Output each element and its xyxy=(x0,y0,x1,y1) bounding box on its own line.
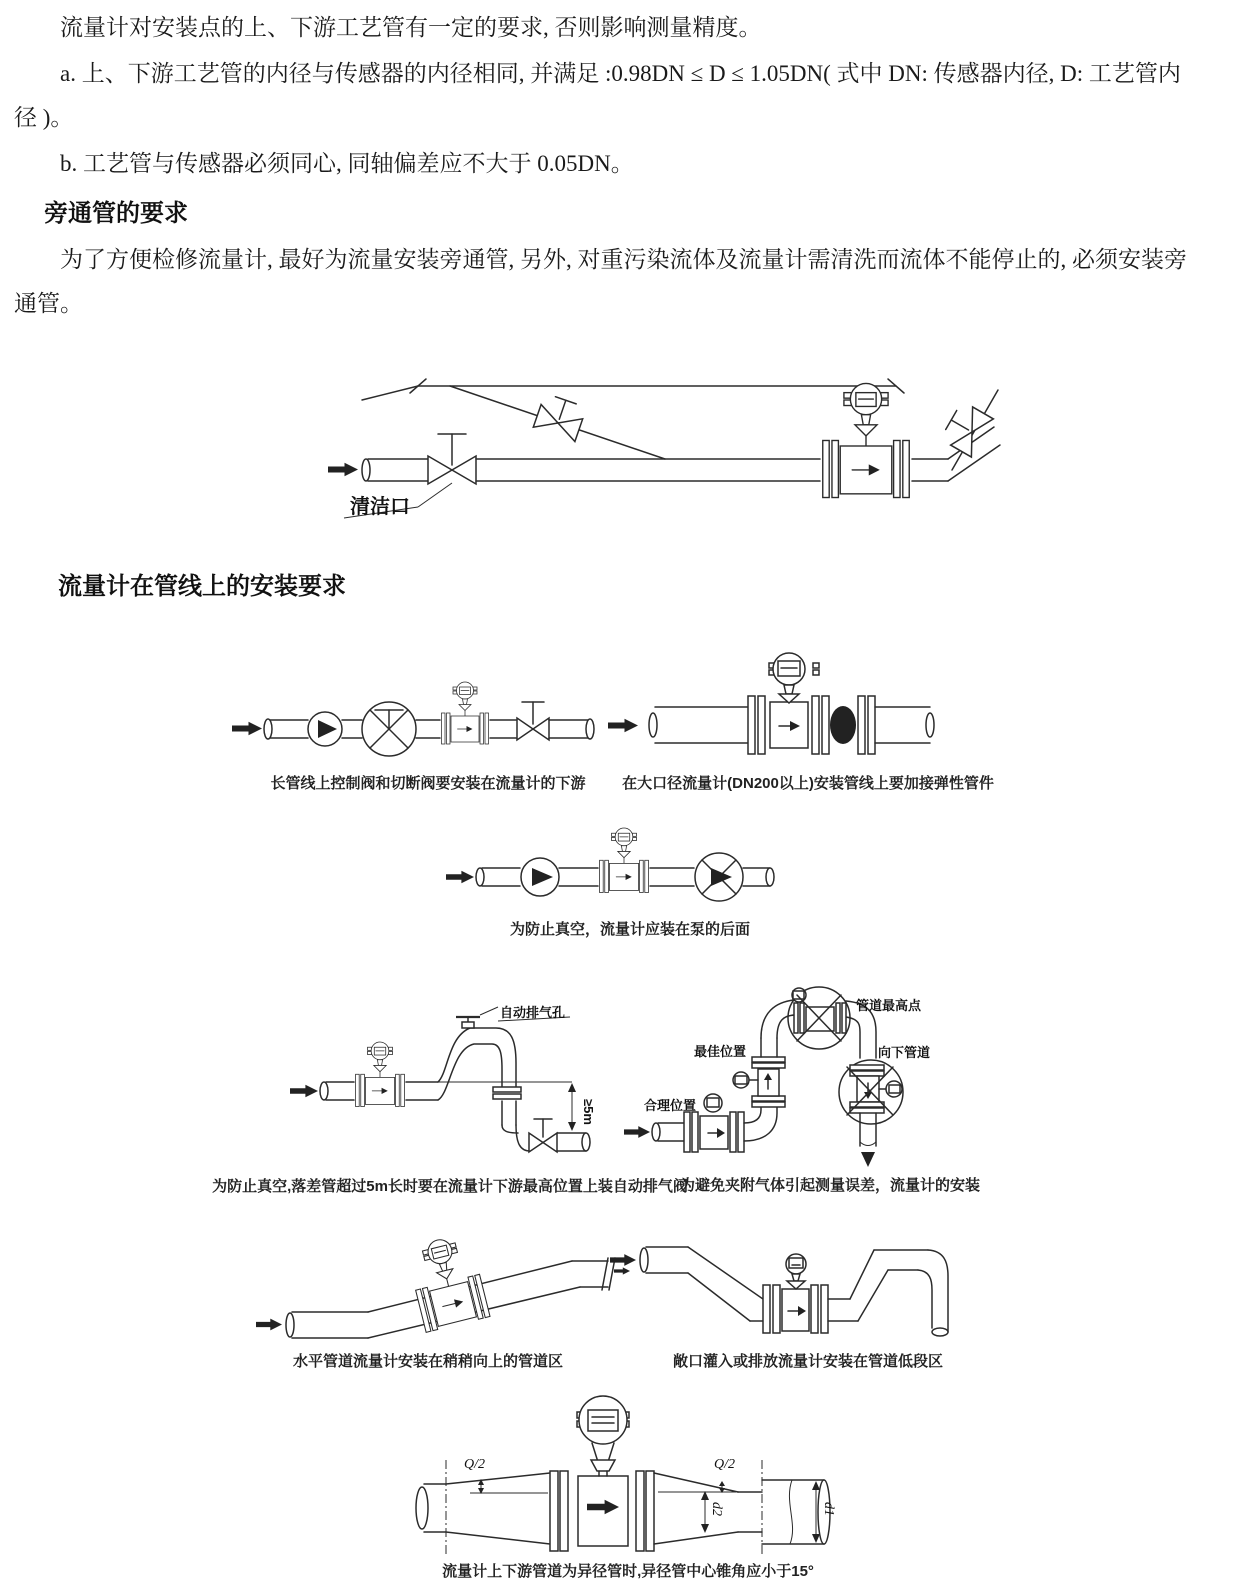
valves-downstream-diagram xyxy=(228,640,628,768)
item-a-paragraph: a. 上、下游工艺管的内径与传感器的内径相同, 并满足 :0.98DN ≤ D ≤ 1.05DN( 式中 DN: 传感器内径, D: 工艺管内径 )。 xyxy=(14,61,1181,130)
figure-elastic-fitting xyxy=(598,640,1018,794)
flowmeter-vertical-icon xyxy=(733,1057,785,1107)
label-d1: d1 xyxy=(821,1502,836,1516)
valve-icon xyxy=(529,1119,557,1152)
low-section-diagram xyxy=(598,1218,1018,1346)
pump-icon xyxy=(308,712,342,746)
bypass-diagram xyxy=(300,370,1000,520)
figure-reducer xyxy=(378,1392,878,1582)
flow-arrow-icon xyxy=(624,1126,650,1138)
figure-behind-pump xyxy=(420,824,840,940)
elastic-fitting-icon xyxy=(830,706,856,744)
label-highest-point: 管道最高点 xyxy=(856,998,922,1013)
behind-pump-diagram xyxy=(420,824,840,916)
down-arrow-icon xyxy=(861,1152,875,1167)
figure-caption: 在大口径流量计(DN200以上)安装管线上要加接弹性管件 xyxy=(622,775,994,792)
valve-icon xyxy=(517,702,549,740)
figure-caption: 为避免夹附气体引起测量误差，流量计的安装 xyxy=(679,1177,980,1194)
flowmeter-icon xyxy=(763,1254,828,1333)
label-drop-height: ≥5m xyxy=(581,1099,596,1125)
flow-arrow-icon xyxy=(610,1254,636,1266)
flow-arrow-icon xyxy=(446,871,474,884)
figure-low-section xyxy=(598,1218,1018,1372)
gas-pockets-diagram xyxy=(620,956,1040,1174)
figure-upward-section xyxy=(228,1218,628,1372)
bypass-heading: 旁通管的要求 xyxy=(44,200,188,227)
figure-caption: 敞口灌入或排放流量计安装在管道低段区 xyxy=(672,1353,943,1370)
flowmeter-icon xyxy=(442,682,489,744)
flowmeter-icon xyxy=(356,1042,405,1106)
figure-caption: 水平管道流量计安装在稍稍向上的管道区 xyxy=(292,1353,563,1370)
figure-caption: 流量计上下游管道为异径管时,异径管中心锥角应小于15° xyxy=(442,1563,814,1580)
flow-arrow-icon xyxy=(256,1319,282,1331)
crossed-pump-icon xyxy=(695,853,743,901)
label-reasonable-position: 合理位置 xyxy=(644,1098,697,1113)
label-clean-port: 清洁口 xyxy=(350,496,410,518)
reducer-diagram xyxy=(378,1392,878,1558)
air-vent-icon xyxy=(456,1017,480,1028)
flowmeter-icon xyxy=(600,828,649,892)
bypass-paragraph: 为了方便检修流量计, 最好为流量安装旁通管, 另外, 对重污染流体及流量计需清洗而流体不能停止的, 必须安装旁通管。 xyxy=(14,247,1187,316)
air-vent-diagram xyxy=(250,975,650,1175)
figure-bypass-pipe xyxy=(300,370,1000,520)
flow-arrow-icon xyxy=(232,722,262,736)
flowmeter-icon xyxy=(405,1232,490,1332)
transmitter-icon xyxy=(577,1396,629,1476)
label-d2: d2 xyxy=(709,1502,724,1516)
flow-arrow-icon xyxy=(328,463,358,477)
pump-icon xyxy=(521,858,559,896)
bypass-valve-icon xyxy=(533,393,586,441)
figure-caption: 为防止真空，流量计应装在泵的后面 xyxy=(509,921,750,938)
label-cone-angle-left: Q/2 xyxy=(464,1457,485,1472)
upward-section-diagram xyxy=(228,1218,628,1346)
intro-paragraph: 流量计对安装点的上、下游工艺管有一定的要求, 否则影响测量精度。 xyxy=(60,15,762,40)
valve-icon xyxy=(428,434,476,484)
label-air-vent: 自动排气孔 xyxy=(500,1005,566,1020)
elastic-fitting-diagram xyxy=(598,640,1018,772)
flow-arrow-icon xyxy=(608,719,638,733)
install-heading: 流量计在管线上的安装要求 xyxy=(58,573,346,600)
figure-caption: 为防止真空,落差管超过5m长时要在流量计下游最高位置上装自动排气阀 xyxy=(212,1178,688,1195)
bypass-valve-icon xyxy=(940,401,993,457)
control-valve-icon xyxy=(362,702,416,756)
flowmeter-icon xyxy=(823,383,909,497)
label-best-position: 最佳位置 xyxy=(694,1044,747,1059)
flow-arrow-icon xyxy=(290,1085,318,1098)
figure-caption: 长管线上控制阀和切断阀要安装在流量计的下游 xyxy=(270,775,586,792)
figure-gas-pockets xyxy=(620,956,1040,1196)
label-cone-angle-right: Q/2 xyxy=(714,1457,735,1472)
label-downward-pipe: 向下管道 xyxy=(878,1045,931,1060)
item-b-paragraph: b. 工艺管与传感器必须同心, 同轴偏差应不大于 0.05DN。 xyxy=(60,151,634,176)
figure-valves-downstream xyxy=(228,640,628,794)
